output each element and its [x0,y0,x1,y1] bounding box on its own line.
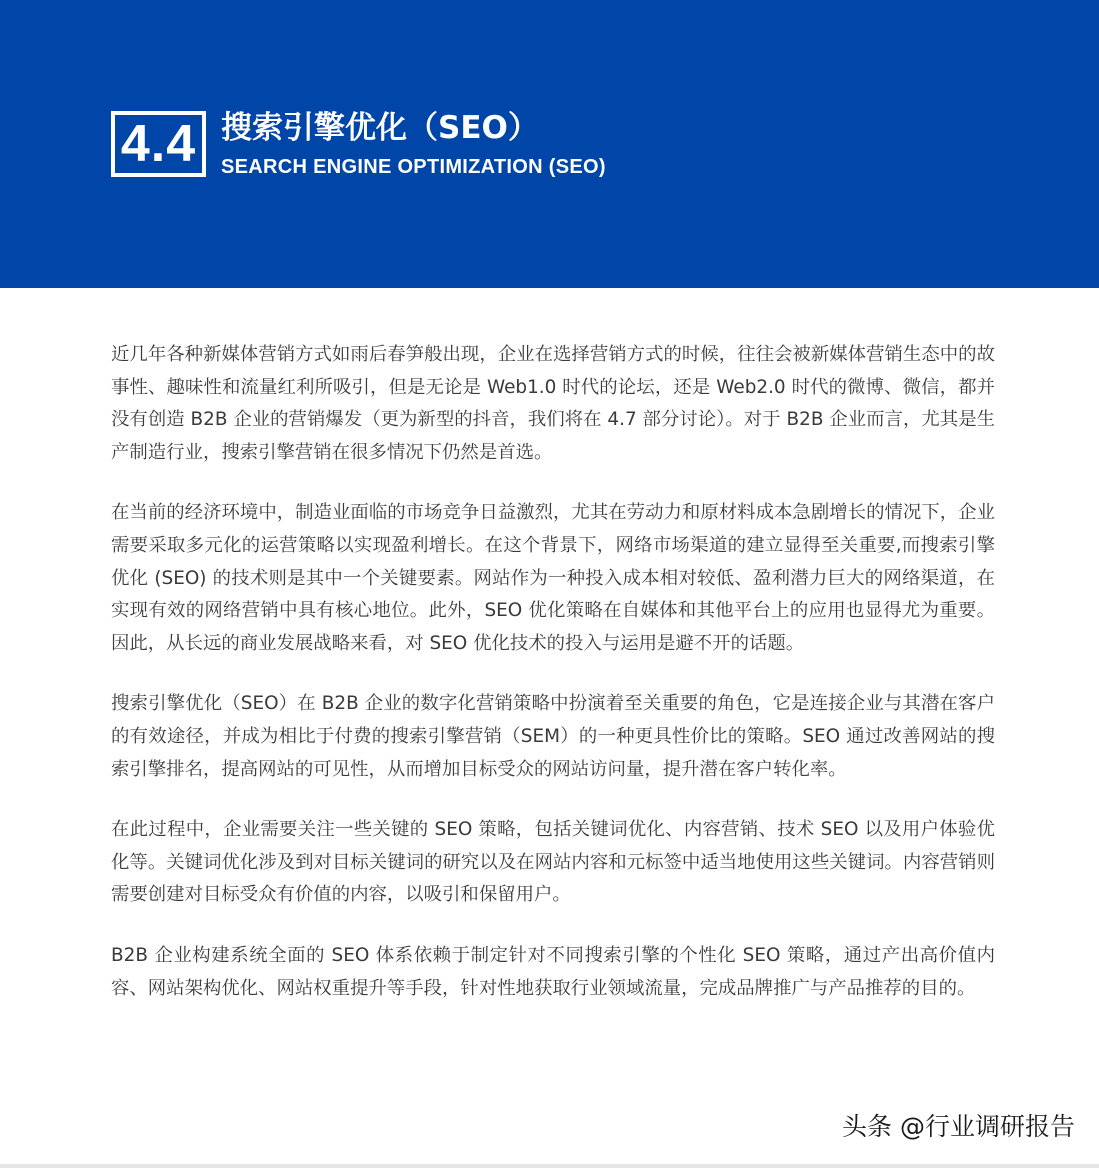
section-title-chinese: 搜索引擎优化（SEO） [221,110,539,146]
section-title-english: SEARCH ENGINE OPTIMIZATION (SEO) [221,156,606,178]
paragraph-economic-context: 在当前的经济环境中，制造业面临的市场竞争日益激烈，尤其在劳动力和原材料成本急剧增长的情况下，企业需要采取多元化的运营策略以实现盈利增长。在这个背景下，网络市场渠道的建立显得至关重要,而搜索引擎优化 (SEO) 的技术则是其中一个关键要素。网站作为一种投入成本相对较低、盈利潜力巨大的网络渠道，在实现有效的网络营销中具有核心地位。此外，SEO 优化策略在自媒体和其他平台上的应用也显得尤为重要。因此，从长远的商业发展战略来看，对 SEO 优化技术的投入与运用是避不开的话题。 [111,502,995,654]
source-watermark: 头条 @行业调研报告 [842,1112,1075,1141]
bottom-divider [0,1164,1099,1168]
section-number-badge: 4.4 [111,111,206,177]
paragraph-seo-role: 搜索引擎优化（SEO）在 B2B 企业的数字化营销策略中扮演着至关重要的角色，它是连接企业与其潜在客户的有效途径，并成为相比于付费的搜索引擎营销（SEM）的一种更具性价比的策略。SEO 通过改善网站的搜索引擎排名，提高网站的可见性，从而增加目标受众的网站访问量，提升潜在客户转化率。 [111,693,995,780]
paragraph-intro: 近几年各种新媒体营销方式如雨后春笋般出现，企业在选择营销方式的时候，往往会被新媒体营销生态中的故事性、趣味性和流量红利所吸引，但是无论是 Web1.0 时代的论坛，还是 Web2.0 时代的微博、微信，都并没有创造 B2B 企业的营销爆发（更为新型的抖音，我们将在 4.7 部分讨论）。对于 B2B 企业而言，尤其是生产制造行业，搜索引擎营销在很多情况下仍然是首选。 [111,344,995,463]
article-body [111,339,995,1033]
paragraph-seo-system: B2B 企业构建系统全面的 SEO 体系依赖于制定针对不同搜索引擎的个性化 SEO 策略，通过产出高价值内容、网站架构优化、网站权重提升等手段，针对性地获取行业领域流量，完成品牌推广与产品推荐的目的。 [111,944,995,999]
paragraph-seo-strategies: 在此过程中，企业需要关注一些关键的 SEO 策略，包括关键词优化、内容营销、技术 SEO 以及用户体验优化等。关键词优化涉及到对目标关键词的研究以及在网站内容和元标签中适当地使用这些关键词。内容营销则需要创建对目标受众有价值的内容，以吸引和保留用户。 [111,819,995,906]
section-header-banner [0,0,1099,288]
